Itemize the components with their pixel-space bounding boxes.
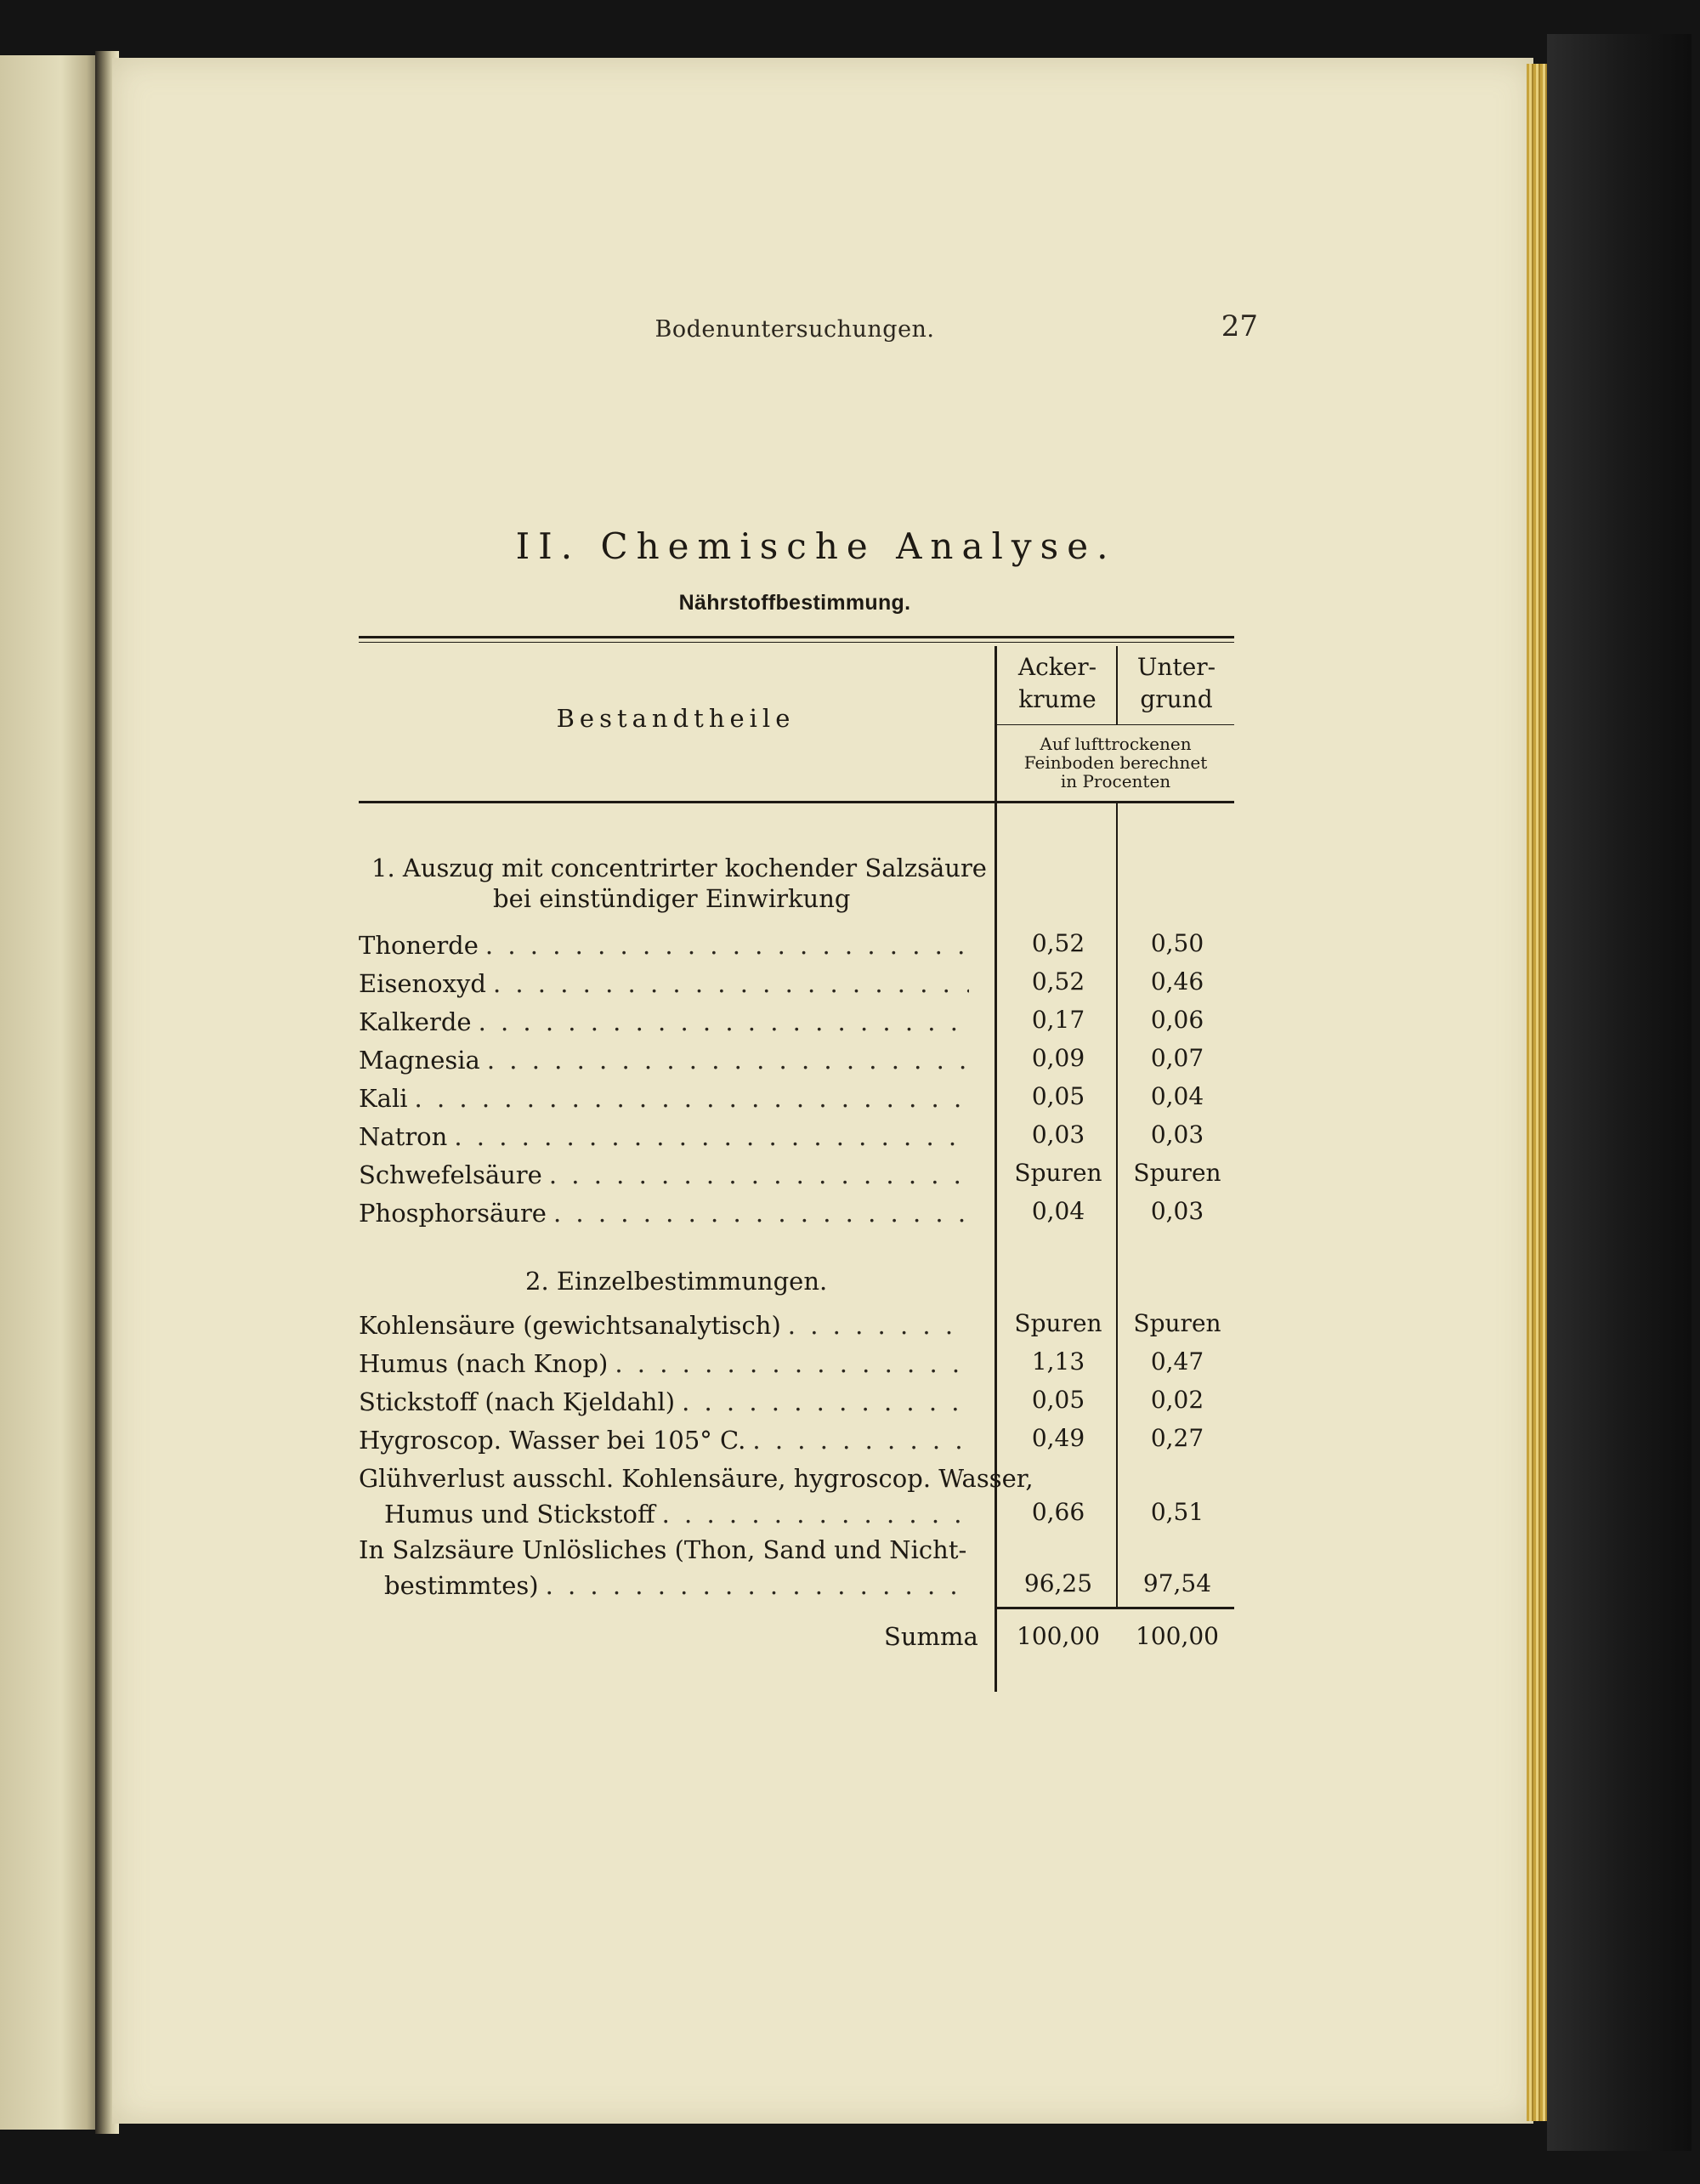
table-cell-ackerkrume: 0,05: [1031, 1386, 1085, 1414]
header-bottom-rule: [359, 801, 1234, 803]
subheader-rule: [996, 724, 1234, 725]
dot-leader: [752, 1426, 969, 1455]
table-row-label: Magnesia . . .: [359, 1046, 969, 1080]
book-cover: [1547, 34, 1692, 2151]
table-cell-untergrund: 0,50: [1150, 929, 1204, 957]
table-cell-ackerkrume: 0,09: [1031, 1044, 1085, 1072]
table-cell-ackerkrume: 96,25: [1023, 1569, 1093, 1597]
total-label: Summa: [884, 1622, 978, 1651]
dot-leader: [549, 1160, 969, 1189]
dot-leader: [485, 931, 969, 960]
table-cell-untergrund: 0,51: [1150, 1498, 1204, 1526]
dot-leader: [788, 1311, 969, 1340]
dot-leader: [662, 1500, 969, 1529]
table-cell-ackerkrume: 0,49: [1031, 1424, 1085, 1452]
dot-leader: [487, 1046, 969, 1075]
page-fore-edge: [1527, 64, 1547, 2121]
table-row-label-cont: Humus und Stickstoff . . .: [384, 1500, 969, 1534]
total-ackerkrume: 100,00: [1017, 1622, 1100, 1650]
table-row-label: Eisenoxyd . . .: [359, 969, 969, 1003]
table-cell-ackerkrume: 0,03: [1031, 1120, 1085, 1149]
column-divider-2: [1116, 646, 1118, 724]
section1-heading: 1. Auszug mit concentrirter kochender Salzsäure: [371, 854, 987, 882]
table-row-label: Kalkerde . . .: [359, 1007, 969, 1041]
running-head: Bodenuntersuchungen.: [654, 316, 935, 343]
table-row-label: Natron . . .: [359, 1122, 969, 1156]
table-cell-untergrund: 0,46: [1150, 967, 1204, 996]
table-cell-untergrund: 97,54: [1142, 1569, 1212, 1597]
table-row-label: Thonerde . . .: [359, 931, 969, 965]
table-row-label: Phosphorsäure . . .: [359, 1199, 969, 1233]
dot-leader: [493, 969, 969, 998]
section-title: II. Chemische Analyse.: [515, 525, 1117, 567]
column-divider-1: [994, 646, 997, 1692]
table-row-label: In Salzsäure Unlösliches (Thon, Sand und Nicht-: [359, 1535, 967, 1564]
table-row-label: Glühverlust ausschl. Kohlensäure, hygroscop. Wasser,: [359, 1464, 1034, 1493]
table-row-label: Kali . . .: [359, 1084, 969, 1118]
dot-leader: [454, 1122, 969, 1151]
section1-heading-cont: bei einstündiger Einwirkung: [493, 884, 851, 913]
table-cell-ackerkrume: 0,52: [1031, 929, 1085, 957]
dot-leader: [615, 1349, 969, 1378]
dot-leader: [546, 1571, 969, 1600]
table-cell-untergrund: 0,02: [1150, 1386, 1204, 1414]
table-cell-untergrund: 0,06: [1150, 1006, 1204, 1034]
table-cell-ackerkrume: Spuren: [1014, 1309, 1102, 1337]
column-header-ackerkrume: Acker- krume: [1017, 653, 1097, 713]
table-cell-untergrund: 0,03: [1150, 1197, 1204, 1225]
dot-leader: [682, 1387, 969, 1416]
table-cell-ackerkrume: 0,66: [1031, 1498, 1085, 1526]
total-untergrund: 100,00: [1136, 1622, 1219, 1650]
table-row-label: Humus (nach Knop) . . .: [359, 1349, 969, 1383]
table-top-rule: [359, 636, 1234, 638]
table-cell-untergrund: 0,04: [1150, 1082, 1204, 1110]
table-row-label: Stickstoff (nach Kjeldahl) . . .: [359, 1387, 969, 1421]
table-title: Nährstoffbestimmung.: [678, 591, 911, 615]
column-header-untergrund: Unter- grund: [1136, 653, 1216, 713]
table-cell-ackerkrume: 0,52: [1031, 967, 1085, 996]
table-cell-untergrund: 0,07: [1150, 1044, 1204, 1072]
table-row-label-cont: bestimmtes) . . .: [384, 1571, 969, 1605]
table-row-label: Kohlensäure (gewichtsanalytisch) . . .: [359, 1311, 969, 1345]
table-top-rule-thin: [359, 642, 1234, 643]
table-cell-ackerkrume: 0,05: [1031, 1082, 1085, 1110]
dot-leader: [415, 1084, 969, 1113]
left-page-edge: [0, 55, 102, 2130]
table-cell-ackerkrume: 1,13: [1031, 1347, 1085, 1376]
table-cell-ackerkrume: 0,04: [1031, 1197, 1085, 1225]
table-cell-untergrund: Spuren: [1133, 1159, 1221, 1187]
table-cell-ackerkrume: 0,17: [1031, 1006, 1085, 1034]
dot-leader: [479, 1007, 969, 1036]
table-cell-untergrund: Spuren: [1133, 1309, 1221, 1337]
table-cell-untergrund: 0,27: [1150, 1424, 1204, 1452]
table-row-label: Hygroscop. Wasser bei 105° C. . . .: [359, 1426, 969, 1460]
sum-rule: [994, 1607, 1234, 1609]
section2-heading: 2. Einzelbestimmungen.: [525, 1267, 828, 1296]
page-number: 27: [1221, 309, 1258, 343]
table-cell-untergrund: 0,47: [1150, 1347, 1204, 1376]
column-header-bestandtheile: Bestandtheile: [556, 704, 796, 733]
table-cell-untergrund: 0,03: [1150, 1120, 1204, 1149]
table-cell-ackerkrume: Spuren: [1014, 1159, 1102, 1187]
table-row-label: Schwefelsäure . . .: [359, 1160, 969, 1194]
dot-leader: [553, 1199, 969, 1228]
unit-note: Auf lufttrockenen Feinboden berechnet in Procenten: [1023, 734, 1208, 791]
